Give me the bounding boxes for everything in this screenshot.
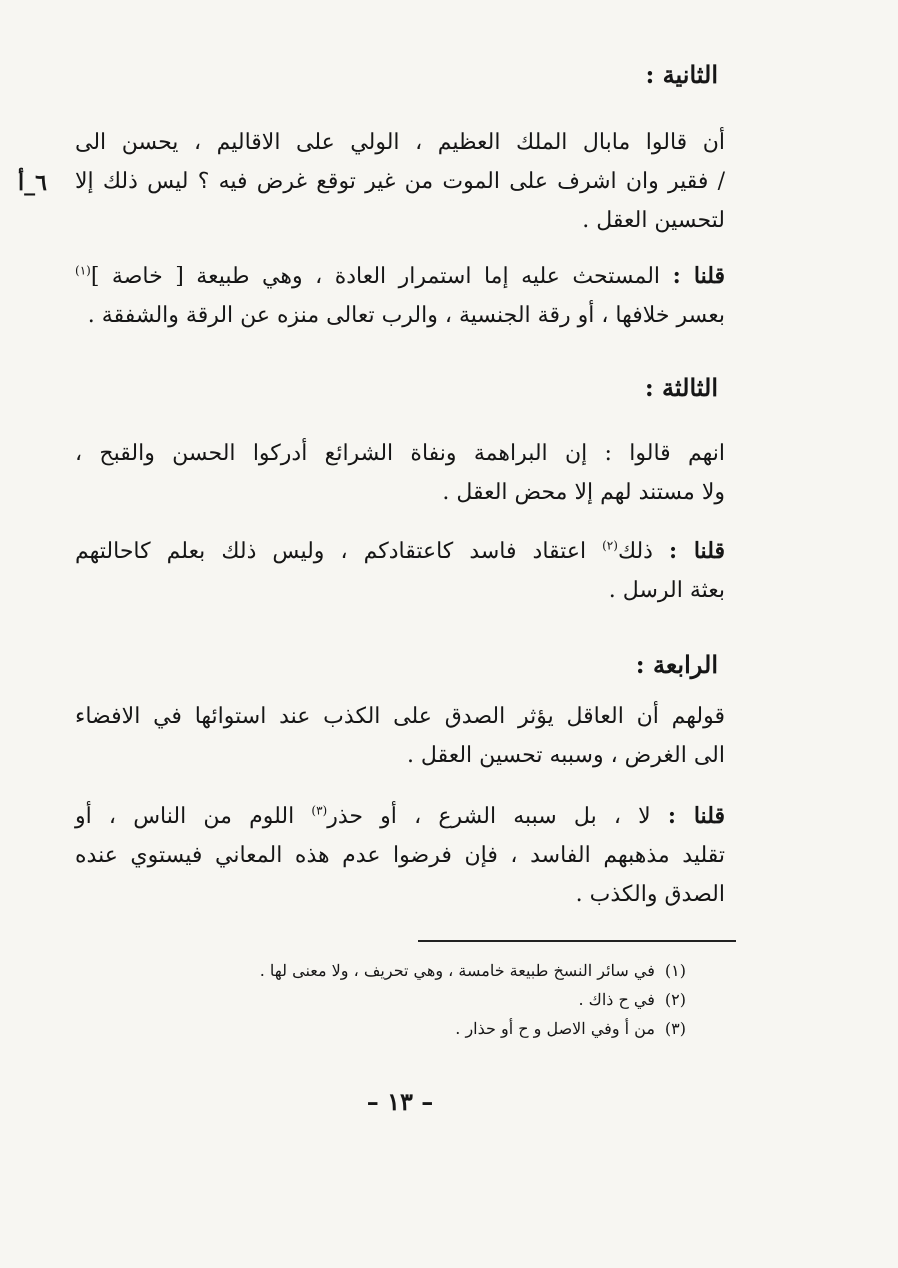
text-line: الى الغرض ، وسببه تحسين العقل . — [406, 743, 725, 768]
footnote-1 — [160, 956, 686, 985]
section-heading-second: الثانية : — [645, 60, 718, 89]
text-line: لتحسين العقل . — [582, 208, 725, 233]
reply-text: اعتقاد فاسد كاعتقادكم ، وليس ذلك بعلم كاحالتهم — [75, 539, 587, 564]
text-line: ولا مستند لهم إلا محض العقل . — [442, 480, 725, 505]
text-line: بعثة الرسل . — [608, 578, 725, 603]
reply-text: اللوم من الناس ، أو — [75, 804, 295, 829]
text-line: أن قالوا مابال الملك العظيم ، الولي على الاقاليم ، يحسن الى — [75, 130, 725, 155]
page-number: – ١٣ – — [366, 1087, 434, 1116]
text-line — [75, 797, 725, 836]
footnote-divider — [418, 940, 736, 942]
paragraph-second-claim — [75, 123, 725, 240]
footnote-ref-3: (٣) — [311, 803, 328, 818]
text-line: تقليد مذهبهم الفاسد ، فإن فرضوا عدم هذه المعاني فيستوي عنده — [75, 843, 725, 868]
text-line: انهم قالوا : إن البراهمة ونفاة الشرائع أدركوا الحسن والقبح ، — [75, 441, 725, 466]
footnote-text: في سائر النسخ طبيعة خامسة ، وهي تحريف ، ولا معنى لها . — [259, 961, 655, 980]
footnote-3 — [160, 1014, 686, 1043]
text-line: بعسر خلافها ، أو رقة الجنسية ، والرب تعالى منزه عن الرقة والشفقة . — [87, 303, 725, 328]
reply-label: قلنا : — [667, 803, 725, 829]
text-line: قولهم أن العاقل يؤثر الصدق على الكذب عند استوائها في الافضاء — [75, 704, 725, 729]
text-line — [75, 532, 725, 571]
text-line — [75, 257, 725, 296]
footnote-text: من أ وفي الاصل و ح أو حذار . — [455, 1019, 655, 1038]
paragraph-third-reply — [75, 532, 725, 610]
paragraph-fourth-claim — [75, 697, 725, 775]
footnote-ref-2: (٢) — [602, 538, 618, 553]
footnotes — [160, 956, 686, 1043]
text-line: الصدق والكذب . — [575, 882, 725, 907]
footnote-number: (٣) — [664, 1019, 686, 1038]
footnote-text: في ح ذاك . — [578, 990, 655, 1009]
text-line: / فقير وان اشرف على الموت من غير توقع غرض فيه ؟ ليس ذلك إلا — [75, 169, 725, 194]
paragraph-fourth-reply — [75, 797, 725, 914]
footnote-number: (٢) — [664, 990, 686, 1009]
paragraph-second-reply — [75, 257, 725, 335]
reply-label: قلنا : — [672, 263, 726, 289]
margin-manuscript-ref: ٦_أ — [18, 170, 47, 196]
reply-text: ذلك — [617, 539, 653, 564]
reply-label: قلنا : — [669, 538, 725, 564]
footnote-number: (١) — [664, 961, 686, 980]
section-heading-fourth: الرابعة : — [635, 650, 718, 679]
reply-text: المستحث عليه إما استمرار العادة ، وهي طبيعة [ خاصة ] — [90, 264, 661, 289]
footnote-2 — [160, 985, 686, 1014]
paragraph-third-claim — [75, 434, 725, 512]
footnote-ref-1: (١) — [75, 263, 91, 278]
section-heading-third: الثالثة : — [644, 373, 718, 402]
reply-text: لا ، بل سببه الشرع ، أو حذر — [327, 804, 651, 829]
